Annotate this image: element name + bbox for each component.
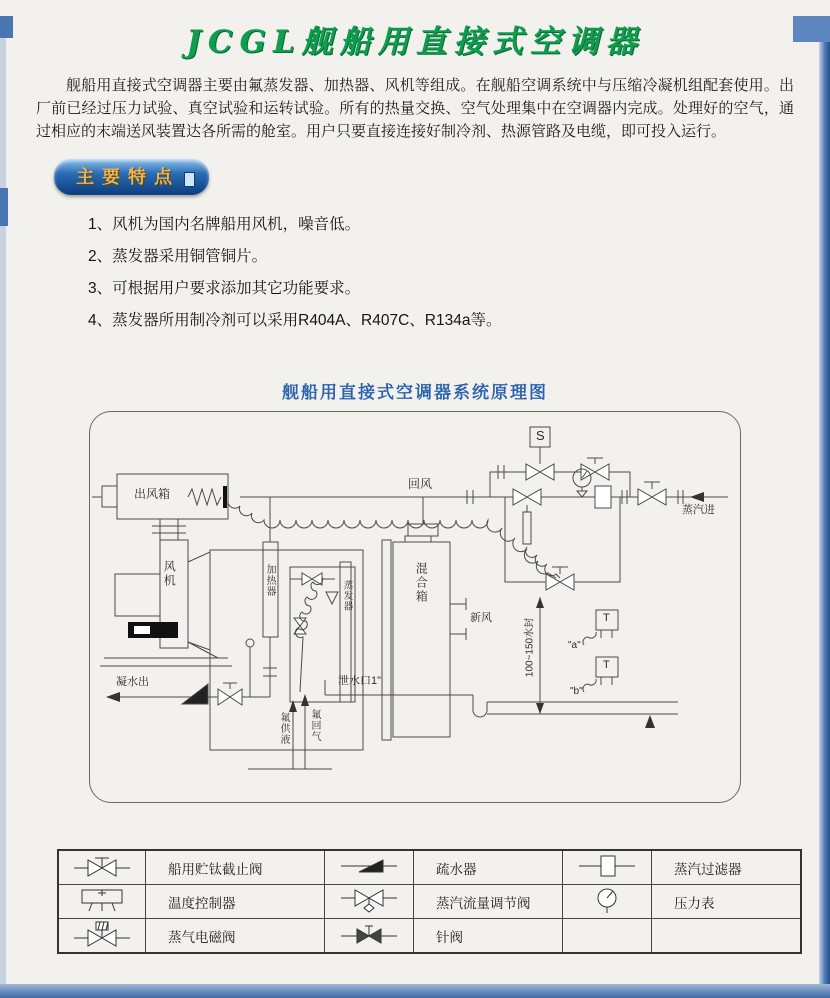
sensor-tag-b: "b" [570,686,583,698]
system-schematic [89,411,741,803]
features-badge-label: 主要特点 [76,167,180,188]
steam-in-label: 蒸汽进 [682,504,715,517]
page-edge-left [0,16,6,998]
stop-valve-icon [58,850,146,885]
drain-port-label: 泄水口1" [338,675,382,688]
legend-row [58,885,801,919]
steam-filter-icon [563,850,652,885]
fan-label: 风机 [162,560,177,589]
freon-gas-label: 氟回气 [309,709,320,743]
diagram-title: 舰船用直接式空调器系统原理图 [282,383,548,403]
outlet-box-label: 出风箱 [134,487,171,502]
legend-label: 压力表 [674,895,715,911]
return-air-label: 回风 [408,477,433,492]
needle-valve-icon [325,919,414,954]
sensor-tag-a: "a" [568,640,581,652]
legend-label: 温度控制器 [168,895,236,911]
schematic-drawing [90,412,740,802]
temp-sensor-b-label: T [603,659,610,672]
page-corner-top-right [793,16,830,42]
symbol-legend-table [57,849,802,954]
temp-controller-icon [58,885,146,919]
water-seal-dimension-label: 100~150水封 [524,618,536,678]
feature-item: 3、可根据用户要求添加其它功能要求。 [88,279,361,297]
heater-label: 加热器 [264,564,275,598]
features-list [88,209,830,336]
legend-empty-cell [563,919,652,954]
page-edge-mark [0,188,8,226]
features-badge [54,159,209,195]
badge-mark-icon [184,172,195,187]
intro-paragraph: 舰船用直接式空调器主要由氟蒸发器、加热器、风机等组成。在舰船空调系统中与压缩冷凝机组配套使用。出厂前已经过压力试验、真空试验和运转试验。所有的热量交换、空气处理集中在空调器内完成。处理好的空气，通过相应的末端送风装置达各所需的舱室。用户只要直接连接好制冷剂、热源管路及电缆，即可投入运行。 [36,77,794,140]
feature-item: 4、蒸发器所用制冷剂可以采用R404A、R407C、R134a等。 [88,311,502,329]
page-title: JCGL舰船用直接式空调器 [186,24,644,60]
mixing-box-label: 混合箱 [414,562,429,605]
page-edge-right [819,16,830,998]
legend-row [58,919,801,954]
legend-row [58,850,801,885]
legend-label: 疏水器 [436,861,477,877]
legend-label: 船用贮钛截止阀 [168,861,263,877]
steam-trap-icon [325,850,414,885]
solenoid-valve-icon [58,919,146,954]
legend-label: 蒸汽过滤器 [674,861,742,877]
solenoid-label: S [536,428,545,444]
legend-label: 针阀 [436,929,463,945]
feature-item: 1、风机为国内名牌船用风机，噪音低。 [88,216,361,234]
temp-sensor-a-label: T [603,612,610,625]
fresh-air-label: 新风 [470,612,492,625]
page-corner-top-left [0,16,13,38]
condensate-out-label: 凝水出 [116,676,149,689]
legend-label: 蒸汽流量调节阀 [436,895,531,911]
feature-item: 2、蒸发器采用铜管铜片。 [88,248,268,266]
pressure-gauge-icon [563,885,652,919]
legend-label: 蒸气电磁阀 [168,929,236,945]
freon-liquid-label: 氟供液 [278,712,289,746]
flow-valve-icon [325,885,414,919]
page-edge-bottom [0,984,830,998]
evaporator-label: 蒸发器 [341,580,353,612]
